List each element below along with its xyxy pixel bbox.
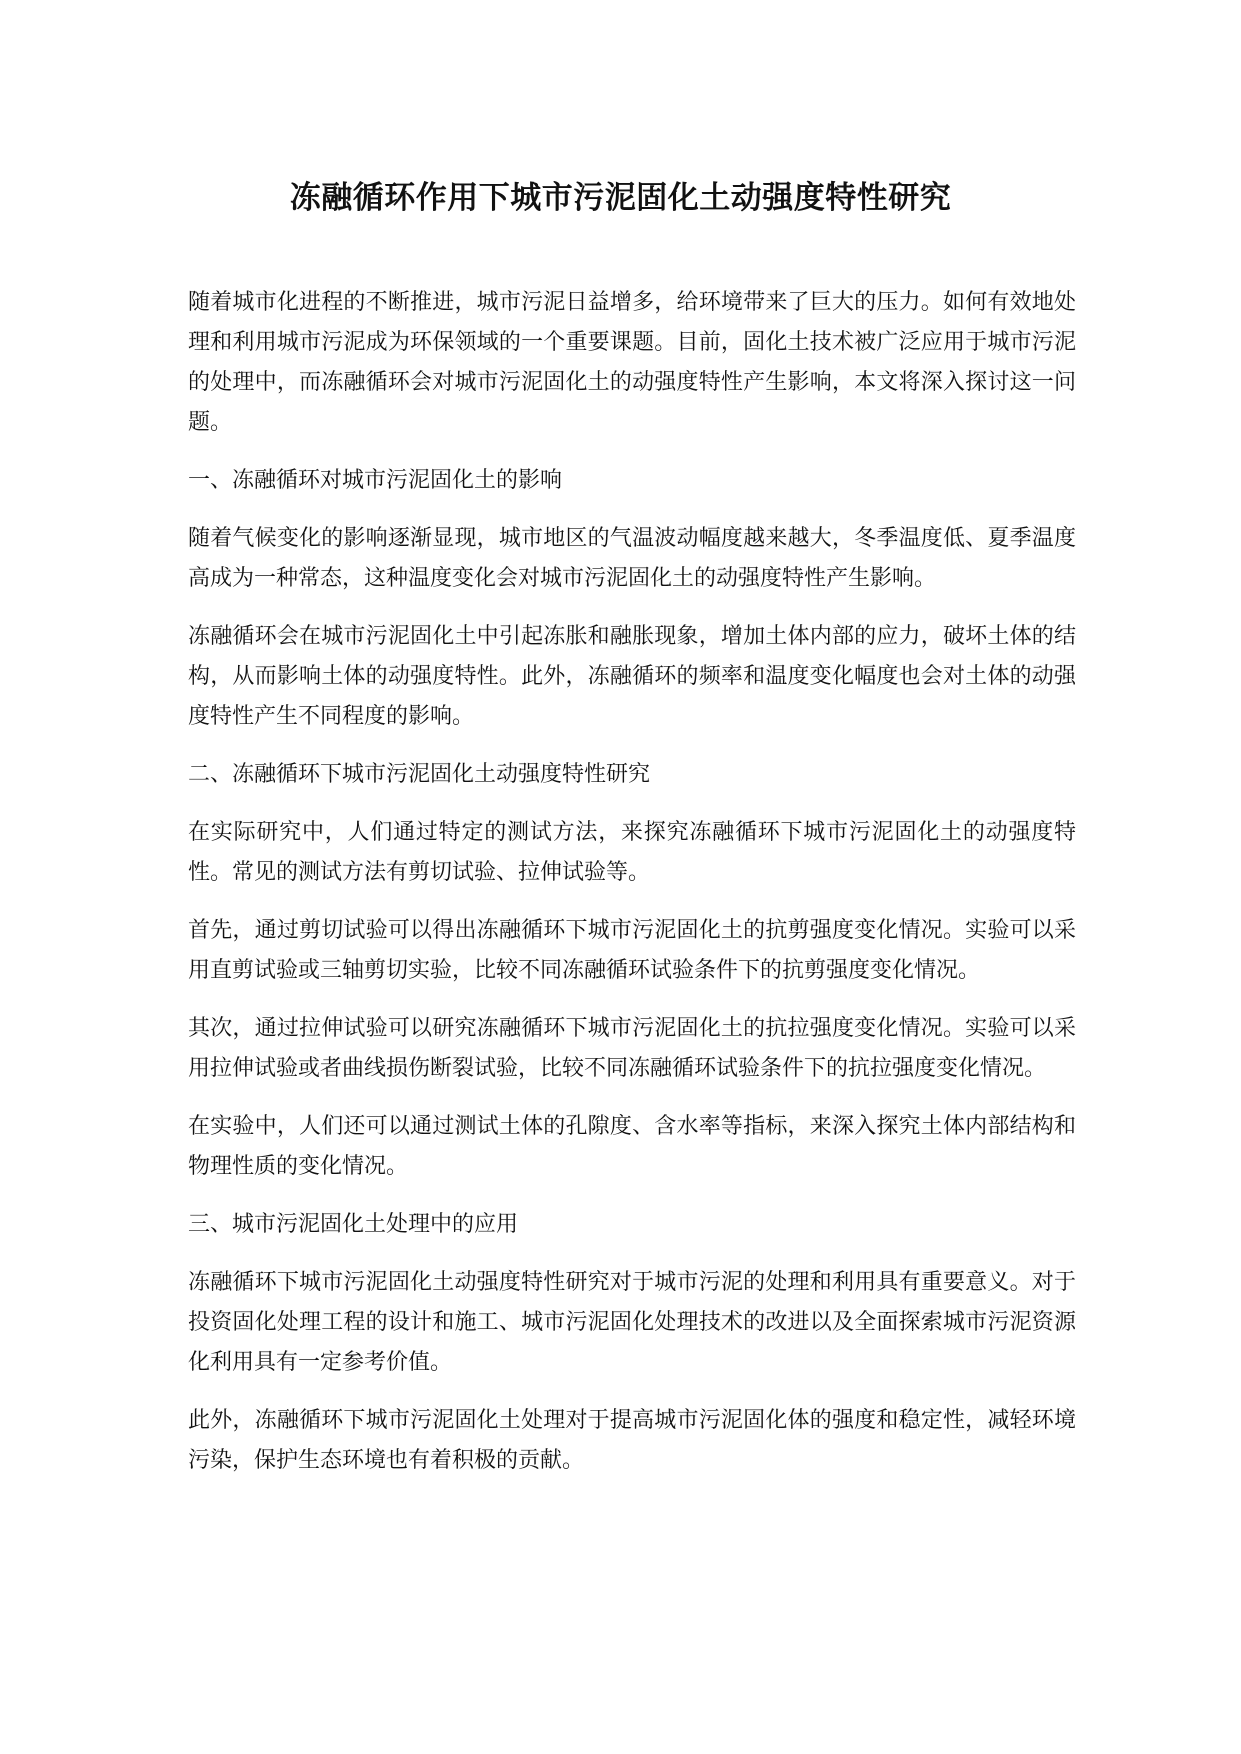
- paragraph: 此外，冻融循环下城市污泥固化土处理对于提高城市污泥固化体的强度和稳定性，减轻环境污染，保护生态环境也有着积极的贡献。: [188, 1408, 1076, 1473]
- section-heading-3: 三、城市污泥固化土处理中的应用: [188, 1212, 519, 1237]
- document-body: [188, 283, 1076, 1481]
- paragraph: 在实验中，人们还可以通过测试土体的孔隙度、含水率等指标，来深入探究土体内部结构和物理性质的变化情况。: [188, 1114, 1076, 1179]
- section-heading-2: 二、冻融循环下城市污泥固化土动强度特性研究: [188, 762, 651, 787]
- paragraph: 冻融循环下城市污泥固化土动强度特性研究对于城市污泥的处理和利用具有重要意义。对于投资固化处理工程的设计和施工、城市污泥固化处理技术的改进以及全面探索城市污泥资源化利用具有一定参考价值。: [188, 1270, 1076, 1375]
- paragraph: 其次，通过拉伸试验可以研究冻融循环下城市污泥固化土的抗拉强度变化情况。实验可以采用拉伸试验或者曲线损伤断裂试验，比较不同冻融循环试验条件下的抗拉强度变化情况。: [188, 1016, 1076, 1081]
- document-title: 冻融循环作用下城市污泥固化土动强度特性研究: [289, 180, 952, 216]
- paragraph: 冻融循环会在城市污泥固化土中引起冻胀和融胀现象，增加土体内部的应力，破坏土体的结构，从而影响土体的动强度特性。此外，冻融循环的频率和温度变化幅度也会对土体的动强度特性产生不同程度的影响。: [188, 624, 1076, 729]
- paragraph: 首先，通过剪切试验可以得出冻融循环下城市污泥固化土的抗剪强度变化情况。实验可以采用直剪试验或三轴剪切实验，比较不同冻融循环试验条件下的抗剪强度变化情况。: [188, 918, 1076, 983]
- paragraph: 在实际研究中，人们通过特定的测试方法，来探究冻融循环下城市污泥固化土的动强度特性。常见的测试方法有剪切试验、拉伸试验等。: [188, 820, 1076, 885]
- section-heading-1: 一、冻融循环对城市污泥固化土的影响: [188, 468, 563, 493]
- paragraph-intro: 随着城市化进程的不断推进，城市污泥日益增多，给环境带来了巨大的压力。如何有效地处理和利用城市污泥成为环保领域的一个重要课题。目前，固化土技术被广泛应用于城市污泥的处理中，而冻融循环会对城市污泥固化土的动强度特性产生影响，本文将深入探讨这一问题。: [188, 290, 1076, 435]
- paragraph: 随着气候变化的影响逐渐显现，城市地区的气温波动幅度越来越大，冬季温度低、夏季温度高成为一种常态，这种温度变化会对城市污泥固化土的动强度特性产生影响。: [188, 526, 1076, 591]
